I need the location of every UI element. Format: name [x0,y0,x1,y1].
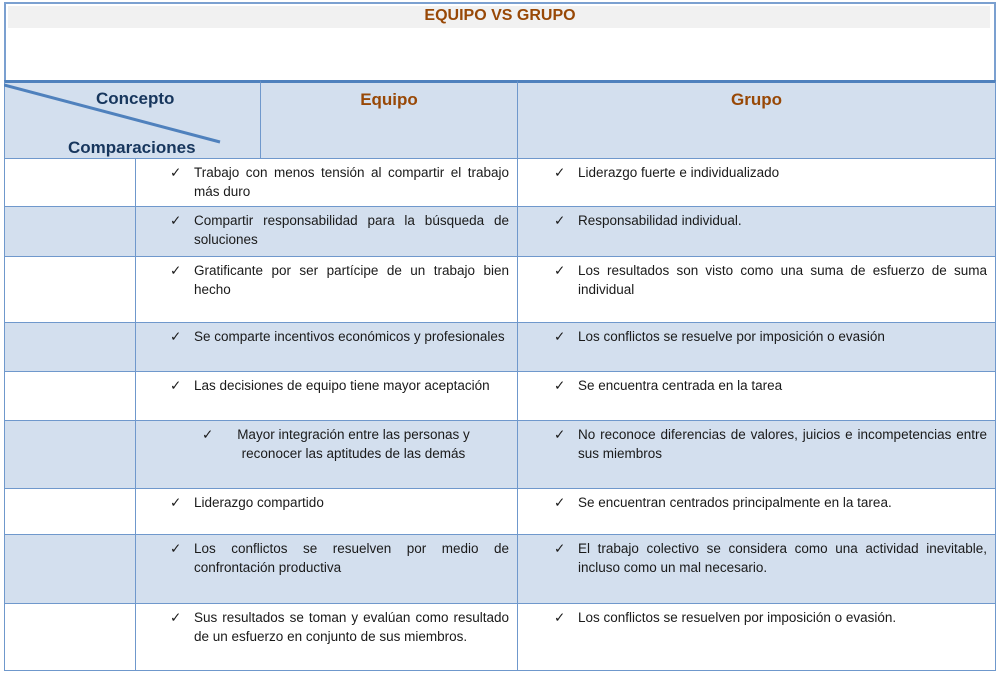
table-row-equipo-cell [135,256,518,323]
check-icon: ✓ [554,495,566,510]
table-row-label-cell [4,322,136,372]
header-concepto: Concepto [96,89,175,108]
check-icon: ✓ [170,495,182,510]
header-grupo-cell [517,80,996,159]
table-row-equipo-cell [135,371,518,421]
table-row-equipo-cell [135,158,518,207]
table-row-label-cell [4,371,136,421]
table-row-grupo-cell [517,603,996,671]
header-concepto-cell [4,80,261,159]
table-row-equipo-cell [135,488,518,535]
equipo-item-text: Sus resultados se toman y evalúan como resultado de un esfuerzo en conjunto de sus miembros. [194,610,509,644]
check-icon: ✓ [554,213,566,228]
table-row-equipo-cell [135,420,518,489]
document-title: EQUIPO VS GRUPO [424,7,576,24]
check-icon: ✓ [170,165,182,180]
check-icon: ✓ [554,263,566,278]
equipo-item-text: Mayor integración entre las personas y reconocer las aptitudes de las demás [237,427,470,461]
table-row-grupo-cell [517,488,996,535]
equipo-item-text: Los conflictos se resuelven por medio de confrontación productiva [194,541,509,575]
check-icon: ✓ [170,213,182,228]
equipo-item-text: Trabajo con menos tensión al compartir el trabajo más duro [194,165,509,199]
table-row-grupo-cell [517,256,996,323]
table-row-label-cell [4,488,136,535]
equipo-item-text: Se comparte incentivos económicos y profesionales [194,329,505,344]
table-row-label-cell [4,534,136,604]
table-row-equipo-cell [135,322,518,372]
check-icon: ✓ [554,165,566,180]
header-comparaciones: Comparaciones [68,138,196,157]
table-row-equipo-cell [135,603,518,671]
check-icon: ✓ [554,541,566,556]
table-row-equipo-cell [135,534,518,604]
check-icon: ✓ [554,610,566,625]
table-row-label-cell [4,420,136,489]
grupo-item-text: Responsabilidad individual. [578,213,742,228]
table-row-equipo-cell [135,206,518,257]
grupo-item-text: Liderazgo fuerte e individualizado [578,165,780,180]
grupo-item-text: Los conflictos se resuelven por imposición o evasión. [578,610,897,625]
grupo-item-text: El trabajo colectivo se considera como una actividad inevitable, incluso como un mal necesario. [578,541,987,575]
grupo-item-text: Se encuentran centrados principalmente en la tarea. [578,495,892,510]
header-equipo: Equipo [360,90,418,109]
equipo-item-text: Gratificante por ser partícipe de un trabajo bien hecho [194,263,509,297]
check-icon: ✓ [170,610,182,625]
check-icon: ✓ [554,378,566,393]
table-row-grupo-cell [517,534,996,604]
grupo-item-text: Se encuentra centrada en la tarea [578,378,783,393]
table-row-grupo-cell [517,158,996,207]
table-row-label-cell [4,158,136,207]
grupo-item-text: Los resultados son visto como una suma de esfuerzo de suma individual [578,263,987,297]
table-row-label-cell [4,206,136,257]
equipo-item-text: Las decisiones de equipo tiene mayor aceptación [194,378,490,393]
header-grupo: Grupo [731,90,782,109]
check-icon: ✓ [554,427,566,442]
check-icon: ✓ [554,329,566,344]
table-row-label-cell [4,603,136,671]
check-icon: ✓ [202,427,214,442]
table-row-grupo-cell [517,371,996,421]
check-icon: ✓ [170,378,182,393]
header-equipo-cell [260,80,518,159]
grupo-item-text: No reconoce diferencias de valores, juicios e incompetencias entre sus miembros [578,427,987,461]
grupo-item-text: Los conflictos se resuelve por imposición o evasión [578,329,885,344]
table-row-grupo-cell [517,420,996,489]
table-row-grupo-cell [517,322,996,372]
check-icon: ✓ [170,541,182,556]
table-row-grupo-cell [517,206,996,257]
check-icon: ✓ [170,263,182,278]
check-icon: ✓ [170,329,182,344]
equipo-item-text: Liderazgo compartido [194,495,324,510]
table-row-label-cell [4,256,136,323]
equipo-item-text: Compartir responsabilidad para la búsqueda de soluciones [194,213,509,247]
